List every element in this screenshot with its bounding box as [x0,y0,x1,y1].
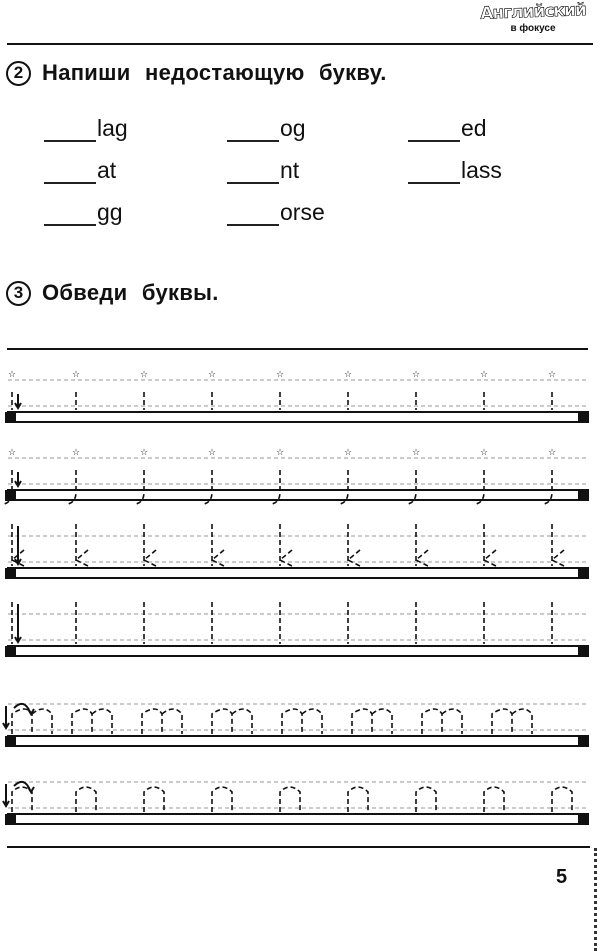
letter-k-arm [552,550,564,566]
tracing-row-l [5,602,589,657]
star-dot: ☆ [71,369,81,379]
task-2-header [6,60,387,86]
star-dot: ☆ [139,447,149,457]
letter-k-arm [76,550,88,566]
word-ending: lag [97,115,128,141]
baseline-cap-left [5,568,16,579]
curve-arrow-head [28,787,34,792]
baseline-cap-right [578,568,589,579]
letter-k-arm [484,550,496,566]
letter-k-arm [280,550,292,566]
dotted-cut-line [594,848,597,951]
tracing-row-n [3,782,589,825]
letter-k-arm [416,550,428,566]
star-dot: ☆ [411,369,421,379]
baseline-cap-left [5,814,16,825]
star-dot: ☆ [343,447,353,457]
blank-line[interactable] [44,206,96,226]
tracing-row-j [4,447,589,504]
baseline-cap-left [5,646,16,657]
word-item[interactable] [227,157,299,184]
star-dot: ☆ [7,369,17,379]
star-dot: ☆ [7,447,17,457]
baseline-cap-right [578,646,589,657]
baseline-cap-right [578,412,589,423]
task-title: Обведи буквы. [42,280,219,305]
word-ending: lass [461,157,502,183]
logo-title: Английский [479,0,587,24]
letter-j [204,470,212,504]
logo [478,2,588,40]
word-item[interactable] [227,115,306,142]
baseline-bar [8,490,588,500]
word-item[interactable] [408,157,502,184]
baseline-bar [8,646,588,656]
word-ending: gg [97,199,123,225]
star-dot: ☆ [479,447,489,457]
baseline-cap-right [578,736,589,747]
footer-divider [7,846,590,848]
task-title: Напиши недостающую букву. [42,60,387,85]
star-dot: ☆ [275,369,285,379]
star-dot: ☆ [71,447,81,457]
word-item[interactable] [44,157,116,184]
word-item[interactable] [44,115,128,142]
letter-n [416,787,436,812]
tracing-area[interactable] [0,350,600,846]
star-dot: ☆ [547,369,557,379]
logo-subtitle: в фокусе [510,23,556,34]
baseline-cap-left [5,490,16,501]
letter-j [136,470,144,504]
blank-line[interactable] [44,164,96,184]
baseline-cap-left [5,412,16,423]
blank-line[interactable] [227,206,279,226]
star-dot: ☆ [343,369,353,379]
word-ending: nt [280,157,300,183]
word-item[interactable] [227,199,325,226]
header-divider [7,43,593,45]
star-dot: ☆ [207,369,217,379]
tracing-row-i [5,369,589,423]
baseline-cap-right [578,814,589,825]
word-ending: orse [280,199,325,225]
page-number: 5 [556,866,568,888]
baseline-bar [8,736,588,746]
star-dot: ☆ [139,369,149,379]
letter-j [68,470,76,504]
word-ending: at [97,157,117,183]
star-dot: ☆ [275,447,285,457]
baseline-bar [8,814,588,824]
letter-j [272,470,280,504]
star-dot: ☆ [547,447,557,457]
star-dot: ☆ [479,369,489,379]
letter-k-arm [144,550,156,566]
baseline-cap-right [578,490,589,501]
blank-line[interactable] [44,122,96,142]
letter-j [476,470,484,504]
letter-n [144,787,164,812]
baseline-cap-left [5,736,16,747]
word-ending: ed [461,115,487,141]
task-3-header [6,280,219,306]
baseline-bar [8,568,588,578]
blank-line[interactable] [408,164,460,184]
baseline-bar [8,412,588,422]
tracing-row-k [5,524,589,579]
letter-j [340,470,348,504]
word-ending: og [280,115,306,141]
letter-j [408,470,416,504]
tracing-row-m [3,704,589,747]
letter-j [544,470,552,504]
word-item[interactable] [408,115,487,142]
letter-k-arm [212,550,224,566]
word-item[interactable] [44,199,123,226]
blank-line[interactable] [408,122,460,142]
letter-k-arm [348,550,360,566]
star-dot: ☆ [207,447,217,457]
blank-line[interactable] [227,122,279,142]
task-number-badge: 2 [6,61,31,86]
blank-line[interactable] [227,164,279,184]
star-dot: ☆ [411,447,421,457]
task-number-badge: 3 [6,281,31,306]
